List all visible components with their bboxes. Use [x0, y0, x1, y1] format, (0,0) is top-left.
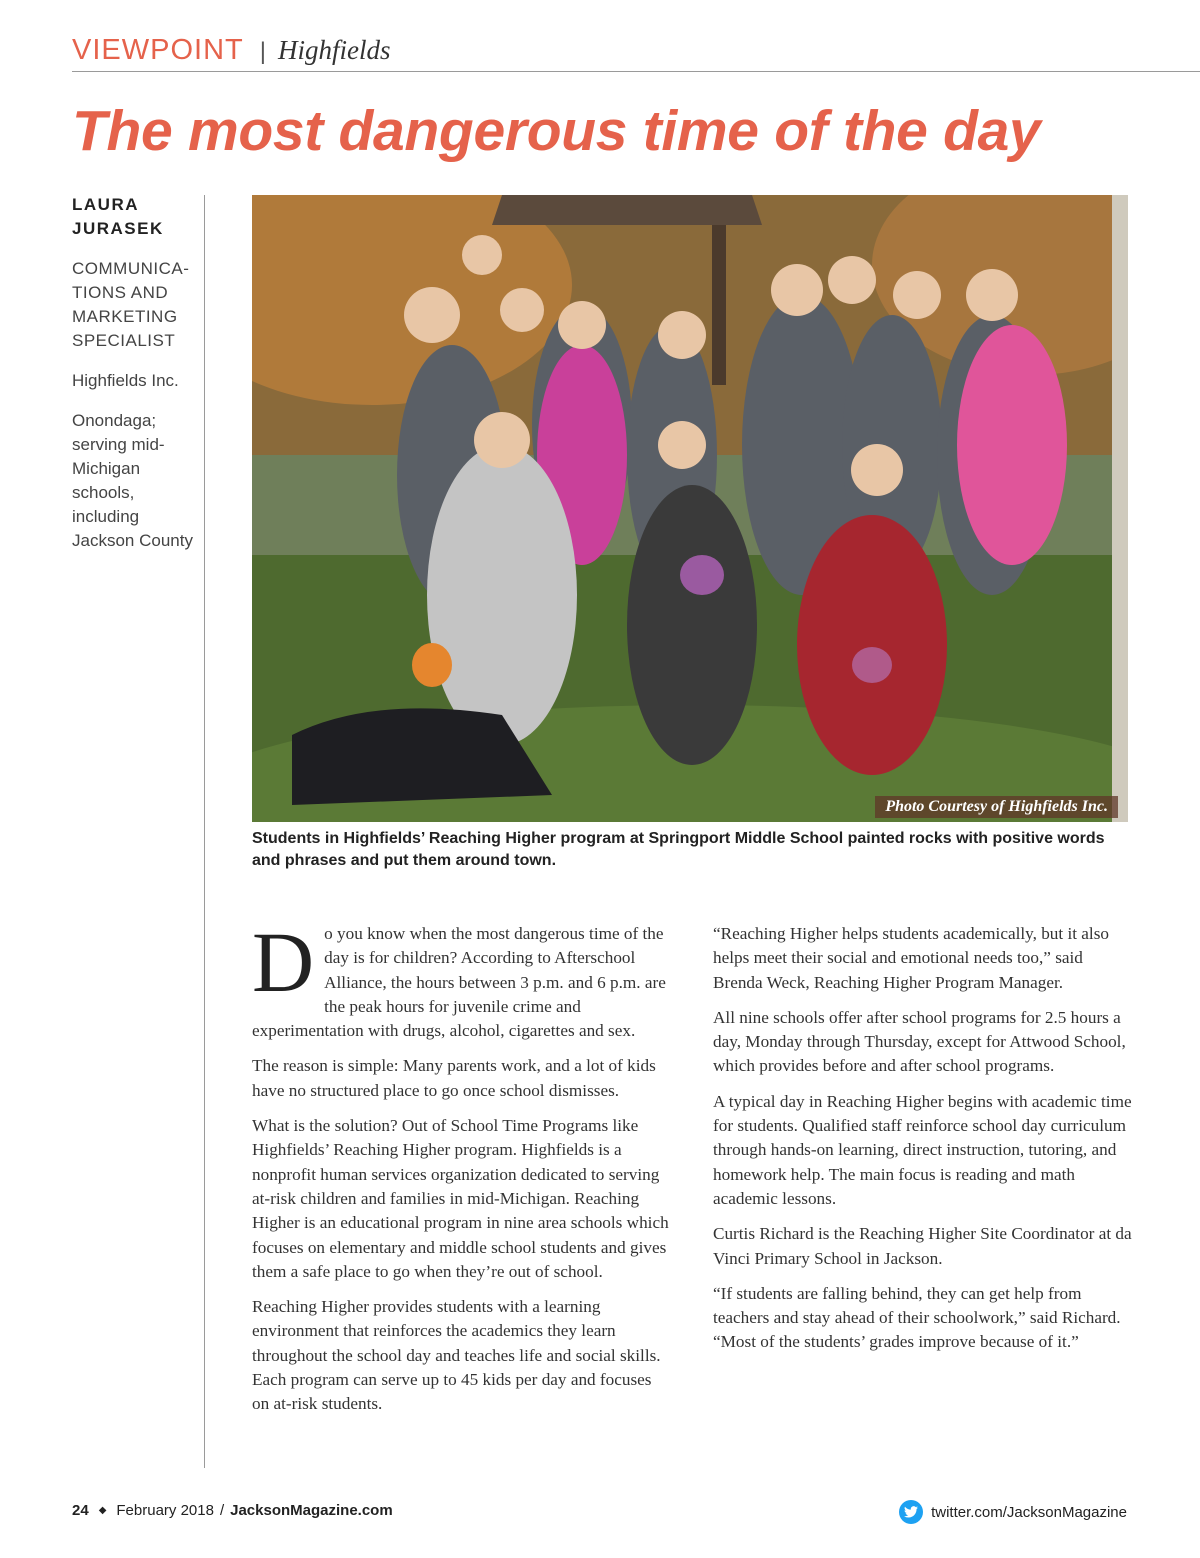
page-footer: [72, 1502, 393, 1519]
article-title: The most dangerous time of the day: [72, 99, 1041, 163]
article-paragraph: [252, 914, 672, 1043]
article-column-right: [713, 922, 1133, 1366]
header-rule: [72, 71, 1200, 72]
subsection-label: Highfields: [277, 35, 391, 65]
twitter-handle: twitter.com/JacksonMagazine: [931, 1503, 1127, 1521]
photo-caption: Students in Highfields’ Reaching Higher program at Springport Middle School painted rocks with positive words and phrases and put them around town.: [252, 830, 1105, 869]
author-sidebar: [72, 193, 202, 553]
section-label: VIEWPOINT: [72, 34, 244, 66]
article-paragraph: A typical day in Reaching Higher begins with academic time for students. Qualified staff reinforce school day curriculum through hands-on learning, direct instruction, tutoring, and homework help. The main focus is reading and math academic lessons.: [713, 1091, 1132, 1208]
group-photo-illustration: [252, 195, 1128, 822]
author-role: COMMUNICA-TIONS AND MARKETING SPECIALIST: [72, 259, 190, 350]
page-header: [72, 34, 390, 67]
issue-date: February 2018: [116, 1502, 214, 1519]
article-paragraph: Curtis Richard is the Reaching Higher Site Coordinator at da Vinci Primary School in Jackson.: [713, 1224, 1132, 1268]
article-paragraph: The reason is simple: Many parents work, and a lot of kids have no structured place to go once school dismisses.: [252, 1056, 656, 1100]
article-paragraph: What is the solution? Out of School Time Programs like Highfields’ Reaching Higher program. Highfields is a nonprofit human services organization dedicated to serving at-risk children and families in mid-Michigan. Reaching Higher is an educational program in nine area schools which focuses on elementary and middle school students and gives them a safe place to go when they’re out of school.: [252, 1116, 669, 1281]
author-name: LAURA JURASEK: [72, 195, 164, 238]
article-paragraph: All nine schools offer after school programs for 2.5 hours a day, Monday through Thursday, except for Attwood School, which provides before and after school programs.: [713, 1007, 1126, 1076]
author-organization: Highfields Inc.: [72, 371, 179, 390]
sidebar-divider: [204, 195, 205, 1468]
article-paragraph: Reaching Higher provides students with a learning environment that reinforces the academics they learn throughout the school day and teaches life and social skills. Each program can serve up to 45 kids per day and focuses on at-risk students.: [252, 1297, 661, 1414]
website-link[interactable]: JacksonMagazine.com: [230, 1502, 393, 1519]
page-number: 24: [72, 1502, 89, 1519]
article-column-left: [252, 914, 672, 1428]
drop-cap: D: [252, 914, 315, 1010]
article-paragraph: “If students are falling behind, they can get help from teachers and stay ahead of their schoolwork,” said Richard. “Most of the students’ grades improve because of it.”: [713, 1283, 1121, 1352]
twitter-link[interactable]: [899, 1500, 1127, 1524]
article-paragraph-text: o you know when the most dangerous time of the day is for children? According to Afterschool Alliance, the hours between 3 p.m. and 6 p.m. are the peak hours for juvenile crime and experimentation with drugs, alcohol, cigarettes and sex.: [252, 924, 666, 1041]
photo-credit: Photo Courtesy of Highfields Inc.: [875, 796, 1118, 818]
footer-separator: /: [219, 1502, 225, 1519]
article-photo: [252, 195, 1128, 822]
diamond-icon: ◆: [98, 1505, 107, 1516]
header-separator: |: [259, 38, 266, 65]
author-location: Onondaga; serving mid-Michigan schools, including Jackson County: [72, 411, 193, 550]
article-paragraph: “Reaching Higher helps students academically, but it also helps meet their social and emotional needs too,” said Brenda Weck, Reaching Higher Program Manager.: [713, 924, 1109, 992]
twitter-icon: [899, 1500, 923, 1524]
